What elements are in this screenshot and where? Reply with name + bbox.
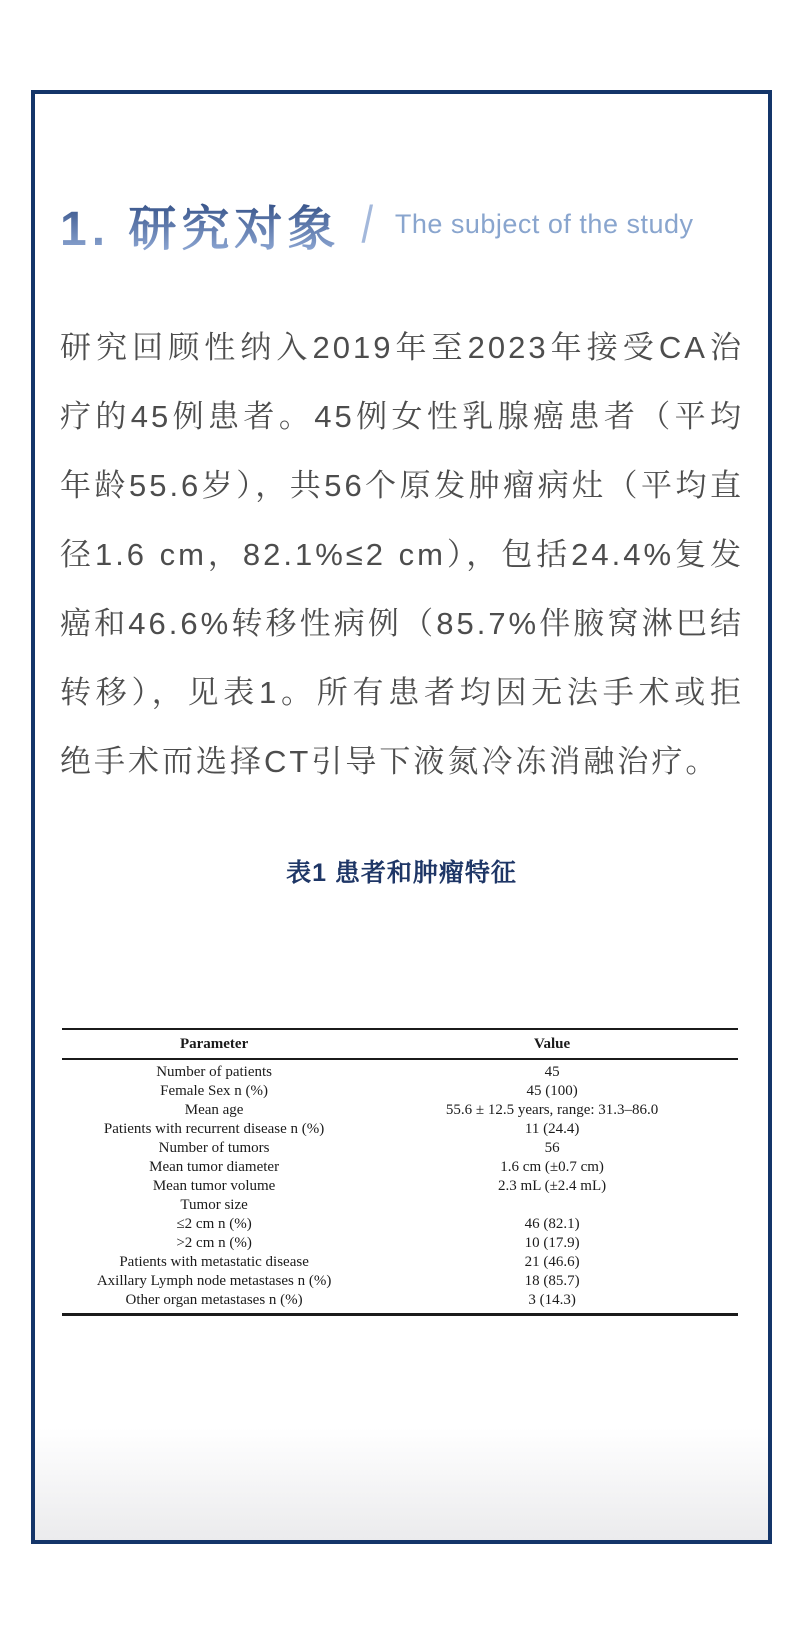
table-header-value: Value [366, 1029, 738, 1059]
slash-divider: / [361, 195, 374, 254]
content-frame [31, 90, 772, 1544]
section-title-cn: 1. 研究对象 [60, 190, 340, 259]
table-row [62, 1082, 738, 1101]
value-cell: 2.3 mL (±2.4 mL) [498, 1178, 607, 1194]
value-cell: 18 (85.7) [524, 1273, 580, 1289]
table-row [62, 1158, 738, 1177]
table-row [62, 1101, 738, 1120]
table-row [62, 1120, 738, 1139]
table-row [62, 1177, 738, 1196]
value-cell: 56 [544, 1140, 560, 1156]
value-cell: 21 (46.6) [524, 1254, 580, 1270]
table-row [62, 1059, 738, 1082]
table-row [62, 1272, 738, 1291]
bottom-gradient [35, 1428, 768, 1540]
value-cell: 11 (24.4) [524, 1121, 580, 1137]
table-row [62, 1215, 738, 1234]
patient-tumor-table [62, 1028, 738, 1316]
value-cell: 55.6 ± 12.5 years, range: 31.3–86.0 [445, 1102, 659, 1118]
value-cell: 45 (100) [526, 1083, 578, 1099]
parameter-cell: Mean tumor volume [152, 1178, 276, 1194]
value-cell: 46 (82.1) [524, 1216, 580, 1232]
parameter-cell: Tumor size [180, 1197, 248, 1213]
table-row [62, 1253, 738, 1272]
parameter-cell: Number of tumors [158, 1140, 270, 1156]
table-row [62, 1291, 738, 1315]
table-header-parameter: Parameter [62, 1029, 366, 1059]
table-row [62, 1234, 738, 1253]
section-title-en: The subject of the study [394, 209, 694, 239]
value-cell [366, 1196, 738, 1215]
parameter-cell: Other organ metastases n (%) [125, 1292, 303, 1308]
parameter-cell: Axillary Lymph node metastases n (%) [96, 1273, 332, 1289]
parameter-cell: >2 cm n (%) [176, 1235, 252, 1251]
table-title: 表1 患者和肿瘤特征 [286, 859, 517, 887]
table-header-row [62, 1029, 738, 1059]
parameter-cell: Patients with recurrent disease n (%) [103, 1121, 325, 1137]
value-cell: 1.6 cm (±0.7 cm) [500, 1159, 604, 1175]
value-cell: 45 [544, 1064, 560, 1080]
parameter-cell: Mean age [184, 1102, 244, 1118]
parameter-cell: Mean tumor diameter [149, 1159, 280, 1175]
table-body [62, 1059, 738, 1315]
body-paragraph: 研究回顾性纳入2019年至2023年接受CA治疗的45例患者。45例女性乳腺癌患者（平均年龄55.6岁），共56个原发肿瘤病灶（平均直径1.6 cm，82.1%≤2 cm），包括24.4%复发癌和46.6%转移性病例（85.7%伴腋窝淋巴结转移），见表1。所有患者均因无法手术或拒绝手术而选择CT引导下液氮冷冻消融治疗。 [60, 330, 744, 779]
value-cell: 3 (14.3) [528, 1292, 576, 1308]
section-header [60, 190, 694, 259]
parameter-cell: Patients with metastatic disease [119, 1254, 309, 1270]
table-head [62, 1029, 738, 1059]
parameter-cell: Number of patients [156, 1064, 272, 1080]
table-row [62, 1139, 738, 1158]
table-row [62, 1196, 738, 1215]
value-cell: 10 (17.9) [524, 1235, 580, 1251]
parameter-cell: Female Sex n (%) [160, 1083, 269, 1099]
parameter-cell: ≤2 cm n (%) [176, 1216, 252, 1232]
